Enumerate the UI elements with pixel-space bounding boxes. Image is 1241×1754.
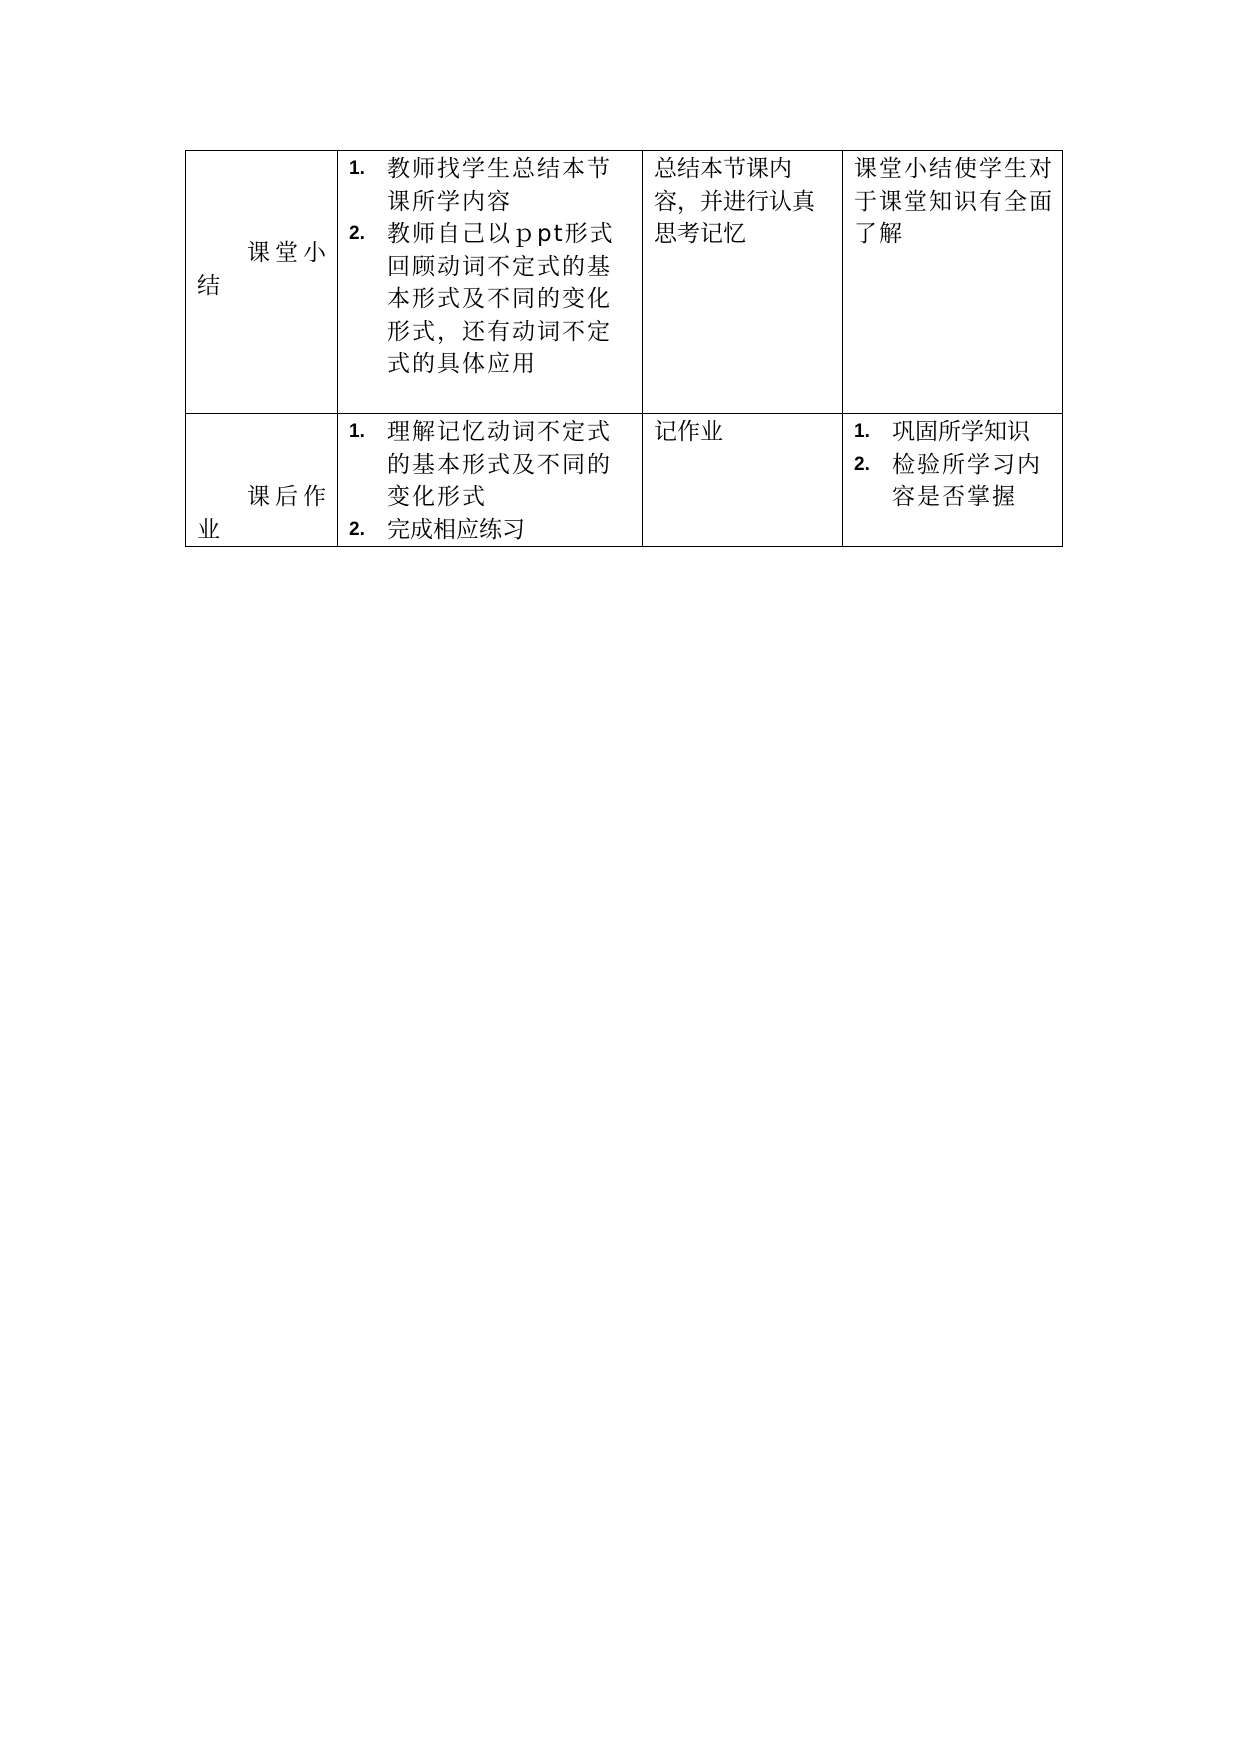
list-number: 2. [349, 223, 365, 244]
list-item [854, 449, 1054, 514]
student-activity-cell [643, 151, 843, 414]
purpose-text: 课堂小结使学生对于课堂知识有全面了解 [854, 156, 1054, 247]
lesson-plan-table [185, 150, 1063, 547]
list-number: 1. [349, 158, 365, 179]
purpose-cell [843, 151, 1063, 414]
teacher-activity-cell [338, 151, 643, 414]
student-activity-cell [643, 414, 843, 547]
list-item [349, 153, 634, 218]
stage-cell [186, 414, 338, 547]
stage-label: 课后作业 [197, 484, 329, 543]
list-item [349, 514, 634, 547]
list-item-text: 巩固所学知识 [892, 419, 1030, 445]
list-item-text: 理解记忆动词不定式的基本形式及不同的变化形式 [387, 419, 612, 510]
list-number: 2. [854, 453, 870, 475]
list-item-text: 完成相应练习 [387, 516, 525, 543]
purpose-cell [843, 414, 1063, 547]
list-item-text: 教师找学生总结本节课所学内容 [387, 156, 612, 215]
list-item-text: 检验所学习内容是否掌握 [892, 451, 1042, 510]
teacher-activity-list [349, 153, 634, 381]
teacher-activity-list [349, 416, 634, 546]
list-item-text: 教师自己以ｐpt形式回顾动词不定式的基本形式及不同的变化形式，还有动词不定式的具体应用 [387, 221, 615, 377]
list-number: 2. [349, 518, 365, 540]
student-activity-text: 总结本节课内容，并进行认真思考记忆 [654, 156, 815, 247]
list-item [349, 416, 634, 514]
list-number: 1. [854, 421, 870, 442]
teacher-activity-cell [338, 414, 643, 547]
stage-cell [186, 151, 338, 414]
purpose-list [854, 416, 1054, 514]
table-row [186, 151, 1063, 414]
table-row [186, 414, 1063, 547]
student-activity-text: 记作业 [654, 419, 723, 445]
list-number: 1. [349, 421, 365, 442]
stage-label: 课堂小结 [197, 240, 329, 299]
list-item [854, 416, 1054, 449]
list-item [349, 218, 634, 381]
